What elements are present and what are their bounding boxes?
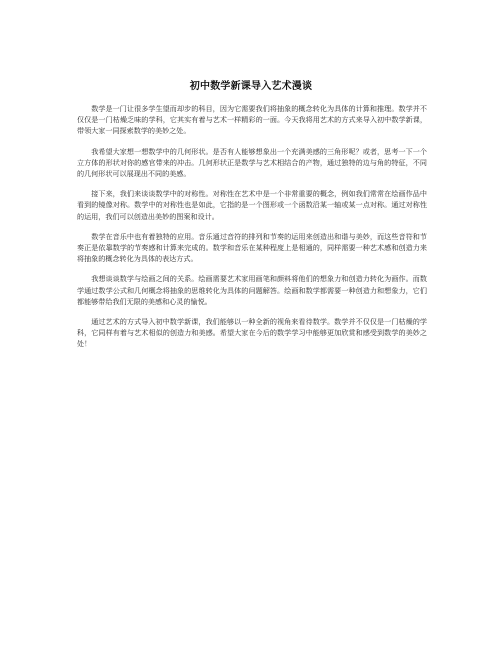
document-title: 初中数学新课导入艺术漫谈 [189, 81, 313, 92]
paragraph: 我想谈谈数学与绘画之间的关系。绘画需要艺术家用画笔和颜料将他们的想象力和创造力转化为画作。而数学通过数学公式和几何概念将抽象的思维转化为具体的问题解答。绘画和数学都需要一种创造力和想象力，它们都能够带给我们无限的美感和心灵的愉悦。 [77, 274, 427, 306]
paragraph: 我希望大家想一想数学中的几何形状。是否有人能够想象出一个充满美感的三角形呢？或者，思考一下一个立方体的形状对你的感官带来的冲击。几何形状正是数学与艺术相结合的产物，通过独特的边与角的特征，不同的几何形状可以展现出不同的美感。 [77, 146, 427, 179]
paragraph: 通过艺术的方式导入初中数学新课，我们能够以一种全新的视角来看待数学。数学并不仅仅是一门枯燥的学科，它同样有着与艺术相似的创造力和美感。希望大家在今后的数学学习中能够更加欣赏和感受到数学的美妙之处！ [77, 317, 427, 349]
document-body [77, 103, 427, 359]
paragraph: 数学是一门让很多学生望而却步的科目，因为它需要我们将抽象的概念转化为具体的计算和推理。数学并不仅仅是一门枯燥乏味的学科，它其实有着与艺术一样精彩的一面。今天我将用艺术的方式来导入初中数学新课，带领大家一同探索数学的美妙之处。 [77, 104, 427, 136]
paragraph: 接下来，我们来谈谈数学中的对称性。对称性在艺术中是一个非常重要的概念，例如我们常常在绘画作品中看到的镜像对称。数学中的对称性也是如此，它指的是一个图形或一个函数沿某一轴或某一点对称。通过对称性的运用，我们可以创造出美妙的图案和设计。 [77, 189, 427, 221]
paragraph: 数学在音乐中也有着独特的应用。音乐通过音符的排列和节奏的运用来创造出和谐与美妙，而这些音符和节奏正是依靠数学的节奏感和计算来完成的。数学和音乐在某种程度上是相通的，同样需要一种艺术感和创造力来将抽象的概念转化为具体的表达方式。 [77, 231, 427, 264]
